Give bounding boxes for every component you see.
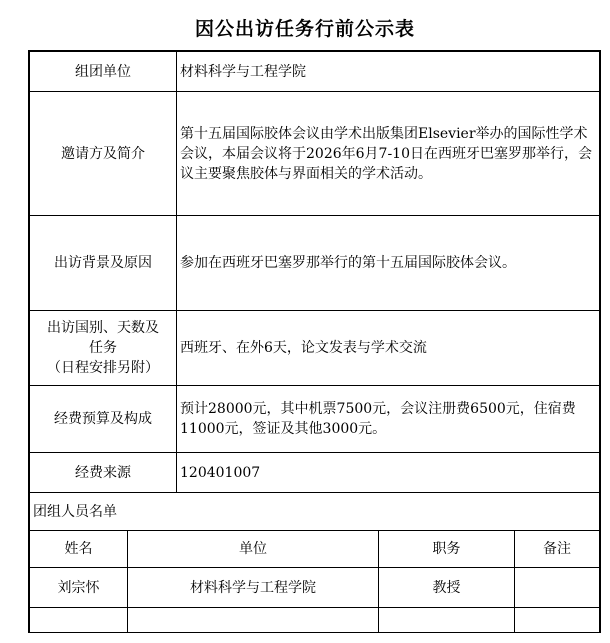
group-unit-label: 组团单位 <box>75 63 131 80</box>
background-label: 出访背景及原因 <box>54 255 152 271</box>
empty-cell <box>30 608 127 632</box>
column-header-unit: 单位 <box>239 541 267 557</box>
column-header-note: 备注 <box>543 541 571 557</box>
member-unit: 材料科学与工程学院 <box>190 579 316 596</box>
empty-cell <box>379 608 514 632</box>
table-border-right <box>599 50 601 633</box>
table-border-bottom <box>28 632 601 633</box>
empty-cell <box>128 608 378 632</box>
funding-label: 经费来源 <box>75 464 131 481</box>
background-value: 参加在西班牙巴塞罗那举行的第十五届国际胶体会议。 <box>180 255 516 271</box>
inviter-value: 第十五届国际胶体会议由学术出版集团Elsevier举办的国际性学术会议，本届会议将于2026年6月7-10日在西班牙巴塞罗那举行，会议主要聚焦胶体与界面相关的学术活动。 <box>180 125 592 182</box>
destination-value: 西班牙、在外6天，论文发表与学术交流 <box>180 340 427 356</box>
member-name: 刘宗怀 <box>57 579 100 596</box>
empty-cell <box>515 608 599 632</box>
budget-label: 经费预算及构成 <box>54 411 152 427</box>
column-header-position: 职务 <box>432 541 461 557</box>
destination-label: 出访国别、天数及 任务 （日程安排另附） <box>47 320 159 376</box>
group-unit-value: 材料科学与工程学院 <box>180 63 306 80</box>
column-header-name: 姓名 <box>64 541 93 557</box>
budget-value: 预计28000元，其中机票7500元，会议注册费6500元，住宿费11000元，签证及其他3000元。 <box>180 401 576 437</box>
page-title: 因公出访任务行前公示表 <box>194 18 415 40</box>
member-position: 教授 <box>432 579 461 596</box>
members-heading: 团组人员名单 <box>33 503 117 520</box>
inviter-label: 邀请方及简介 <box>61 145 145 162</box>
member-note <box>515 568 599 607</box>
funding-value: 120401007 <box>180 464 261 481</box>
